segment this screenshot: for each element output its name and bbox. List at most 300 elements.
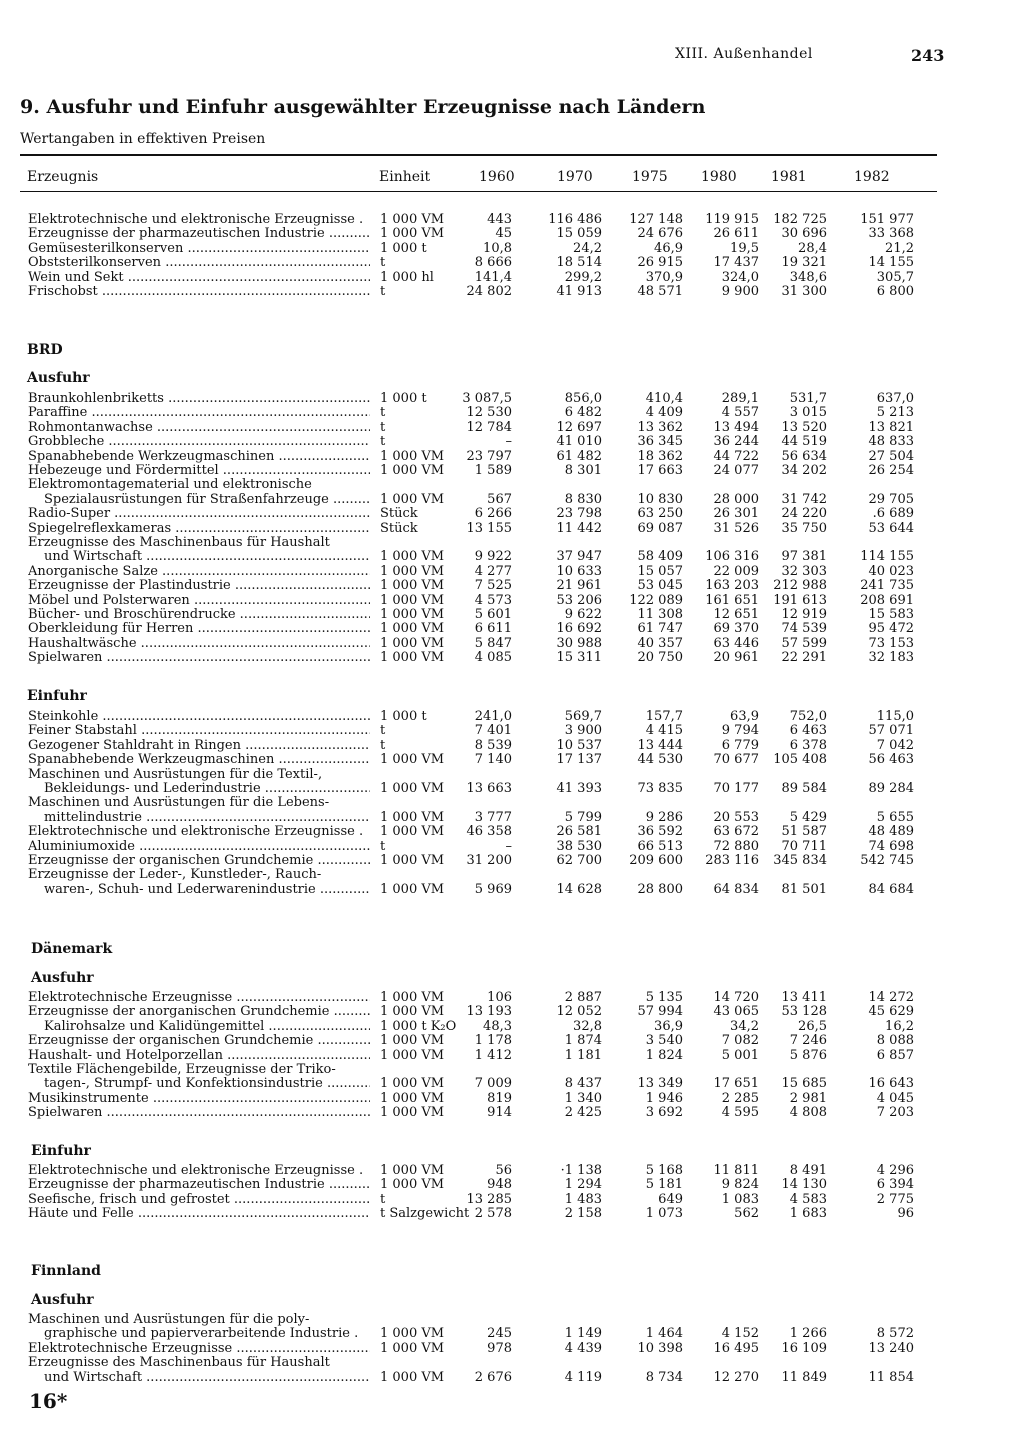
row-value: 36 345	[637, 434, 683, 450]
row-value: 122 089	[629, 592, 683, 608]
row-label: und Wirtschaft .....	[44, 550, 370, 564]
row-value: 2 676	[474, 1369, 512, 1385]
row-value: 31 526	[713, 520, 759, 536]
row-value: 31 742	[781, 491, 827, 507]
row-value: –	[505, 434, 512, 450]
row-value: 5 001	[721, 1047, 759, 1063]
row-unit: 1 000 VM	[380, 1076, 445, 1092]
row-value: 26 581	[556, 824, 602, 840]
row-value: 69 370	[713, 621, 759, 637]
row-label: Erzeugnisse des Maschinenbaus für Haushalt	[28, 1356, 330, 1371]
row-label: Spiegelreflexkameras .....	[28, 522, 370, 536]
table-row	[0, 622, 1024, 636]
row-value: 637,0	[876, 391, 914, 406]
table-row	[0, 256, 1024, 270]
row-unit: 1 000 hl	[380, 269, 434, 285]
table-row	[0, 242, 1024, 256]
row-value: 13 155	[466, 520, 512, 536]
row-value: 5 429	[789, 809, 827, 825]
row-value: 3 015	[789, 405, 827, 421]
row-label: Anorganische Salze .....	[28, 565, 370, 579]
row-value: 6 394	[876, 1177, 914, 1193]
row-value: 4 409	[645, 405, 683, 421]
row-value: 14 628	[556, 881, 602, 897]
table-row	[0, 724, 1024, 738]
table-row	[0, 579, 1024, 593]
row-value: 24 676	[637, 226, 683, 242]
row-value: 9 900	[721, 284, 759, 299]
table-row	[0, 1313, 1024, 1327]
row-value: 70 711	[781, 838, 827, 854]
row-value: 13 349	[637, 1076, 683, 1092]
row-label: Erzeugnisse der anorganischen Grundchemie .....	[28, 1005, 370, 1019]
row-value: 32,8	[573, 1018, 602, 1034]
row-label: Erzeugnisse der pharmazeutischen Industrie .....	[28, 227, 370, 241]
row-value: 948	[487, 1177, 512, 1193]
column-header-1960: 1960	[479, 169, 515, 185]
page-header-section: XIII. Außenhandel	[675, 46, 813, 62]
row-value: 856,0	[564, 391, 602, 406]
row-value: 46 358	[466, 824, 512, 840]
row-value: 17 663	[637, 463, 683, 478]
row-value: 53 206	[556, 592, 602, 608]
row-unit: 1 000 VM	[380, 824, 445, 840]
row-value: 12 651	[713, 607, 759, 622]
column-header-einheit: Einheit	[379, 169, 431, 185]
row-value: 6 378	[789, 737, 827, 753]
table-row	[0, 1049, 1024, 1063]
row-value: 12 919	[781, 607, 827, 622]
row-value: 56 463	[868, 752, 914, 768]
row-label: Erzeugnisse der pharmazeutischen Industrie .....	[28, 1178, 370, 1192]
row-unit: 1 000 t	[380, 240, 427, 256]
row-value: 5 213	[876, 405, 914, 421]
row-value: 10 830	[637, 491, 683, 507]
row-value: 48 571	[637, 284, 683, 299]
row-unit: 1 000 VM	[380, 463, 445, 478]
table-row	[0, 435, 1024, 449]
row-value: 119 915	[705, 212, 759, 227]
row-value: 4 439	[564, 1340, 602, 1356]
row-value: 31 300	[781, 284, 827, 299]
row-label: Elektromontagematerial und elektronische	[28, 478, 312, 493]
row-value: 3 540	[645, 1033, 683, 1049]
row-value: 115,0	[876, 709, 914, 724]
row-value: 11 442	[556, 520, 602, 536]
row-label: Erzeugnisse des Maschinenbaus für Haushalt	[28, 536, 330, 550]
table-row	[0, 796, 1024, 810]
row-unit: 1 000 VM	[380, 578, 445, 594]
table-row	[0, 536, 1024, 550]
row-label: Feiner Stabstahl .....	[28, 724, 370, 738]
column-header-1975: 1975	[632, 169, 668, 185]
row-label: Grobbleche .....	[28, 435, 370, 449]
row-label: Spezialausrüstungen für Straßenfahrzeuge .....	[44, 493, 370, 507]
row-value: 15 057	[637, 563, 683, 579]
row-value: 4 595	[721, 1105, 759, 1121]
row-unit: 1 000 t K₂O	[380, 1018, 457, 1034]
table-title: 9. Ausfuhr und Einfuhr ausgewählter Erzeugnisse nach Ländern	[20, 96, 706, 118]
row-value: 48,3	[483, 1018, 512, 1034]
row-value: 28,4	[798, 240, 827, 256]
row-label: Braunkohlenbriketts .....	[28, 392, 370, 406]
row-value: 5 969	[474, 881, 512, 897]
row-label: Erzeugnisse der Leder-, Kunstleder-, Rauch-	[28, 868, 322, 883]
row-value: 51 587	[781, 824, 827, 840]
row-value: 24 802	[466, 284, 512, 299]
row-value: 245	[487, 1326, 512, 1342]
row-value: 53 644	[868, 520, 914, 536]
row-value: 6 779	[721, 737, 759, 753]
row-value: 41 913	[556, 284, 602, 299]
row-value: 241,0	[474, 709, 512, 724]
row-label: Haushaltwäsche .....	[28, 637, 370, 651]
table-row	[0, 1092, 1024, 1106]
row-unit: t	[380, 255, 386, 271]
row-value: 34 202	[781, 463, 827, 478]
table-row	[0, 991, 1024, 1005]
table-row	[0, 271, 1024, 285]
row-unit: 1 000 t	[380, 709, 427, 724]
finnland-ausfuhr-label: Ausfuhr	[31, 1292, 94, 1308]
row-value: 1 340	[564, 1090, 602, 1106]
row-label: Haushalt- und Hotelporzellan .....	[28, 1049, 370, 1063]
table-row	[0, 1193, 1024, 1207]
row-value: 14 155	[868, 255, 914, 271]
row-value: 4 583	[789, 1191, 827, 1207]
row-value: 531,7	[789, 391, 827, 406]
section-brd: BRD	[27, 342, 63, 358]
row-value: 16 109	[781, 1340, 827, 1356]
row-unit: t	[380, 434, 386, 450]
row-value: 13 520	[781, 419, 827, 435]
row-unit: 1 000 VM	[380, 1033, 445, 1049]
row-unit: 1 000 VM	[380, 990, 445, 1005]
table-row	[0, 811, 1024, 825]
row-value: 12 052	[556, 1004, 602, 1020]
row-value: 40 357	[637, 635, 683, 651]
row-value: 16 643	[868, 1076, 914, 1092]
row-value: 21 961	[556, 578, 602, 594]
row-value: 9 286	[645, 809, 683, 825]
row-value: 8 666	[474, 255, 512, 271]
row-value: 63 446	[713, 635, 759, 651]
row-value: 11 849	[781, 1369, 827, 1385]
row-value: 15 685	[781, 1076, 827, 1092]
row-value: 542 745	[860, 853, 914, 868]
column-header-1980: 1980	[701, 169, 737, 185]
row-label: Oberkleidung für Herren .....	[28, 622, 370, 636]
column-header-1970: 1970	[557, 169, 593, 185]
row-value: 97 381	[781, 549, 827, 565]
row-value: 17 137	[556, 752, 602, 768]
row-label: Maschinen und Ausrüstungen für die Textil-,	[28, 767, 323, 782]
row-unit: 1 000 VM	[380, 809, 445, 825]
column-header-erzeugnis: Erzeugnis	[27, 169, 99, 185]
row-value: 41 393	[556, 781, 602, 796]
row-value: 5 601	[474, 607, 512, 622]
row-value: 209 600	[629, 853, 683, 868]
row-value: 978	[487, 1340, 512, 1356]
daenemark-einfuhr-label: Einfuhr	[31, 1143, 91, 1159]
row-unit: 1 000 VM	[380, 1326, 445, 1342]
row-value: 23 797	[466, 448, 512, 464]
row-value: 6 463	[789, 723, 827, 739]
row-unit: 1 000 VM	[380, 1163, 445, 1178]
row-value: 10,8	[483, 240, 512, 256]
row-label: Elektrotechnische und elektronische Erzeugnisse .	[28, 1164, 364, 1178]
row-value: 46,9	[654, 240, 683, 256]
table-row	[0, 840, 1024, 854]
row-value: 63 672	[713, 824, 759, 840]
row-value: 8 734	[645, 1369, 683, 1385]
row-value: 53 045	[637, 578, 683, 594]
table-row	[0, 1371, 1024, 1385]
row-unit: t	[380, 838, 386, 854]
table-row	[0, 854, 1024, 868]
row-unit: 1 000 VM	[380, 592, 445, 608]
row-value: 4 415	[645, 723, 683, 739]
row-unit: 1 000 VM	[380, 621, 445, 637]
row-value: 305,7	[876, 269, 914, 285]
row-value: 106	[487, 990, 512, 1005]
row-value: 283 116	[705, 853, 759, 868]
row-label: Bekleidungs- und Lederindustrie .....	[44, 782, 370, 796]
row-value: 26,5	[798, 1018, 827, 1034]
table-row	[0, 285, 1024, 299]
row-value: 13 362	[637, 419, 683, 435]
row-unit: t Salzgewicht	[380, 1206, 470, 1222]
row-label: Paraffine .....	[28, 406, 370, 420]
table-row	[0, 1178, 1024, 1192]
row-value: 348,6	[789, 269, 827, 285]
row-value: 161 651	[705, 592, 759, 608]
table-row	[0, 1164, 1024, 1178]
row-value: 9 824	[721, 1177, 759, 1193]
table-row	[0, 825, 1024, 839]
row-value: 212 988	[773, 578, 827, 594]
row-label: Textile Flächengebilde, Erzeugnisse der Triko-	[28, 1063, 336, 1077]
row-value: 45 629	[868, 1004, 914, 1020]
row-label: Erzeugnisse der organischen Grundchemie .....	[28, 1034, 370, 1048]
row-unit: t	[380, 419, 386, 435]
row-value: 4 277	[474, 563, 512, 579]
row-value: 208 691	[860, 592, 914, 608]
row-unit: Stück	[380, 520, 418, 536]
row-value: 30 696	[781, 226, 827, 242]
row-label: Frischobst .....	[28, 285, 370, 299]
row-label: Obststerilkonserven .....	[28, 256, 370, 270]
table-row	[0, 594, 1024, 608]
table-row	[0, 1207, 1024, 1221]
row-value: 2 578	[474, 1206, 512, 1222]
row-value: 116 486	[548, 212, 602, 227]
row-value: 4 573	[474, 592, 512, 608]
row-unit: 1 000 VM	[380, 563, 445, 579]
table-row	[0, 522, 1024, 536]
table-row	[0, 637, 1024, 651]
row-value: 569,7	[564, 709, 602, 724]
row-value: 15 311	[556, 650, 602, 666]
row-value: 74 539	[781, 621, 827, 637]
table-row	[0, 565, 1024, 579]
row-label: Seefische, frisch und gefrostet .....	[28, 1193, 370, 1207]
row-label: und Wirtschaft .....	[44, 1371, 370, 1385]
row-value: 7 246	[789, 1033, 827, 1049]
row-value: 81 501	[781, 881, 827, 897]
row-value: 32 183	[868, 650, 914, 666]
row-value: 38 530	[556, 838, 602, 854]
row-value: 72 880	[713, 838, 759, 854]
row-value: 324,0	[721, 269, 759, 285]
row-value: 37 947	[556, 549, 602, 565]
row-label: Elektrotechnische und elektronische Erzeugnisse .	[28, 213, 364, 227]
row-value: 7 203	[876, 1105, 914, 1121]
row-label: Gezogener Stahldraht in Ringen .....	[28, 739, 370, 753]
table-row	[0, 768, 1024, 782]
row-value: 36 244	[713, 434, 759, 450]
row-value: 9 794	[721, 723, 759, 739]
row-value: 1 824	[645, 1047, 683, 1063]
row-value: 562	[734, 1206, 759, 1222]
row-label: Kalirohsalze und Kalidüngemittel .....	[44, 1020, 370, 1034]
row-value: 157,7	[645, 709, 683, 724]
row-value: 30 988	[556, 635, 602, 651]
row-value: 61 747	[637, 621, 683, 637]
row-value: 4 045	[876, 1090, 914, 1106]
row-label: Bücher- und Broschürendrucke .....	[28, 608, 370, 622]
table-row	[0, 739, 1024, 753]
row-value: 6 857	[876, 1047, 914, 1063]
row-value: 12 270	[713, 1369, 759, 1385]
row-value: 4 085	[474, 650, 512, 666]
table-row	[0, 478, 1024, 492]
row-value: 7 082	[721, 1033, 759, 1049]
row-value: 3 692	[645, 1105, 683, 1121]
row-value: 1 073	[645, 1206, 683, 1222]
row-value: 8 830	[564, 491, 602, 507]
row-value: 45	[495, 226, 512, 242]
row-value: 649	[658, 1191, 683, 1207]
table-row	[0, 450, 1024, 464]
row-value: 10 633	[556, 563, 602, 579]
row-label: Rohmontanwachse .....	[28, 421, 370, 435]
table-row	[0, 421, 1024, 435]
row-value: 345 834	[773, 853, 827, 868]
row-value: 2 425	[564, 1105, 602, 1121]
row-value: 299,2	[564, 269, 602, 285]
table-row	[0, 1106, 1024, 1120]
row-value: 57 071	[868, 723, 914, 739]
row-value: 34,2	[730, 1018, 759, 1034]
row-value: 57 994	[637, 1004, 683, 1020]
row-label: Maschinen und Ausrüstungen für die poly-	[28, 1313, 310, 1327]
row-value: 96	[897, 1206, 914, 1222]
row-value: 1 149	[564, 1326, 602, 1342]
row-unit: t	[380, 405, 386, 421]
row-value: 27 504	[868, 448, 914, 464]
row-unit: t	[380, 284, 386, 299]
row-value: 48 833	[868, 434, 914, 450]
row-value: 2 158	[564, 1206, 602, 1222]
row-value: 19 321	[781, 255, 827, 271]
row-unit: 1 000 VM	[380, 635, 445, 651]
table-row	[0, 608, 1024, 622]
row-value: 23 798	[556, 506, 602, 522]
row-value: 35 750	[781, 520, 827, 536]
row-value: 44 519	[781, 434, 827, 450]
daenemark-ausfuhr-label: Ausfuhr	[31, 970, 94, 986]
row-value: 1 589	[474, 463, 512, 478]
row-value: 4 119	[564, 1369, 602, 1385]
row-value: 19,5	[730, 240, 759, 256]
row-unit: 1 000 VM	[380, 853, 445, 868]
row-label: Spanabhebende Werkzeugmaschinen .....	[28, 450, 370, 464]
row-value: 29 705	[868, 491, 914, 507]
row-value: 370,9	[645, 269, 683, 285]
row-value: 241 735	[860, 578, 914, 594]
row-value: 5 799	[564, 809, 602, 825]
row-value: 3 087,5	[462, 391, 512, 406]
row-unit: t	[380, 1191, 386, 1207]
row-value: 8 437	[564, 1076, 602, 1092]
row-value: 5 655	[876, 809, 914, 825]
row-value: 24 077	[713, 463, 759, 478]
row-unit: 1 000 VM	[380, 1177, 445, 1193]
row-value: 95 472	[868, 621, 914, 637]
row-unit: 1 000 t	[380, 391, 427, 406]
row-value: 6 266	[474, 506, 512, 522]
row-label: Elektrotechnische Erzeugnisse .....	[28, 1342, 370, 1356]
row-unit: 1 000 VM	[380, 212, 445, 227]
row-value: –	[505, 838, 512, 854]
row-value: 24 220	[781, 506, 827, 522]
row-value: 73 835	[637, 781, 683, 796]
row-value: 74 698	[868, 838, 914, 854]
row-value: 56	[495, 1163, 512, 1178]
row-value: 44 530	[637, 752, 683, 768]
row-value: 191 613	[773, 592, 827, 608]
row-value: 6 800	[876, 284, 914, 299]
row-value: 15 583	[868, 607, 914, 622]
table-row	[0, 1342, 1024, 1356]
row-value: 1 181	[564, 1047, 602, 1063]
row-value: 567	[487, 491, 512, 507]
row-value: 3 900	[564, 723, 602, 739]
row-value: 14 720	[713, 990, 759, 1005]
table-row	[0, 1063, 1024, 1077]
row-value: 56 634	[781, 448, 827, 464]
footer-mark: 16*	[29, 1389, 68, 1413]
row-value: 12 697	[556, 419, 602, 435]
row-label: Maschinen und Ausrüstungen für die Lebens-	[28, 796, 330, 811]
row-unit: 1 000 VM	[380, 1105, 445, 1121]
row-value: 12 530	[466, 405, 512, 421]
row-label: Elektrotechnische Erzeugnisse .....	[28, 991, 370, 1005]
row-unit: 1 000 VM	[380, 549, 445, 565]
row-value: 70 677	[713, 752, 759, 768]
row-value: 1 294	[564, 1177, 602, 1193]
column-header-1981: 1981	[771, 169, 807, 185]
row-value: 28 800	[637, 881, 683, 897]
row-unit: 1 000 VM	[380, 491, 445, 507]
row-value: 10 537	[556, 737, 602, 753]
row-label: Radio-Super .....	[28, 507, 370, 521]
row-value: 4 808	[789, 1105, 827, 1121]
row-value: 17 437	[713, 255, 759, 271]
row-value: 914	[487, 1105, 512, 1121]
row-value: 24,2	[573, 240, 602, 256]
